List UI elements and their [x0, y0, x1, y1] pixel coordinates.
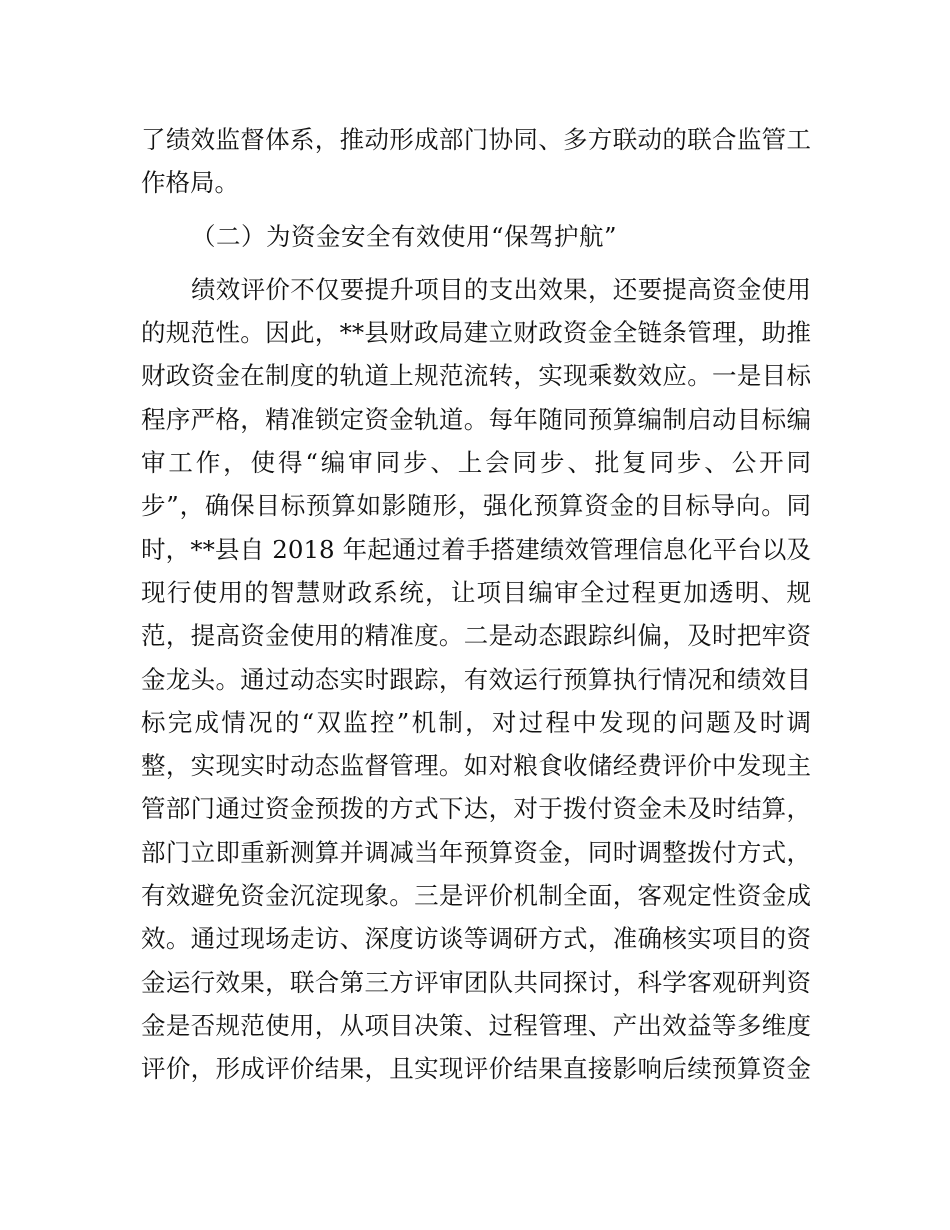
- body-line-12: 整，实现实时动态监督管理。如对粮食收储经费评价中发现主: [141, 751, 811, 781]
- paragraph-gap: [141, 205, 811, 215]
- body-line-6: 步”，确保目标预算如影随形，强化预算资金的目标导向。同: [141, 491, 811, 521]
- paragraph-gap: [141, 258, 811, 268]
- section-heading: （二）为资金安全有效使用“保驾护航”: [191, 221, 618, 251]
- body-line-5: 审工作，使得“编审同步、上会同步、批复同步、公开同: [141, 448, 811, 478]
- body-line-17: 金运行效果，联合第三方评审团队共同探讨，科学客观研判资: [141, 967, 811, 997]
- body-line-9: 范，提高资金使用的精准度。二是动态跟踪纠偏，及时把牢资: [141, 621, 811, 651]
- body-line-2: 的规范性。因此，**县财政局建立财政资金全链条管理，助推: [141, 318, 811, 348]
- intro-line-1: 了绩效监督体系，推动形成部门协同、多方联动的联合监管工: [141, 125, 811, 154]
- document-body: [141, 118, 811, 1091]
- body-line-13: 管部门通过资金预拨的方式下达，对于拨付资金未及时结算，: [141, 794, 811, 824]
- body-line-11: 标完成情况的“双监控”机制，对过程中发现的问题及时调: [141, 707, 811, 737]
- body-line-18: 金是否规范使用，从项目决策、过程管理、产出效益等多维度: [141, 1010, 811, 1040]
- body-line-3: 财政资金在制度的轨道上规范流转，实现乘数效应。一是目标: [141, 361, 811, 391]
- body-line-8: 现行使用的智慧财政系统，让项目编审全过程更加透明、规: [141, 577, 811, 607]
- intro-line-2: 作格局。: [141, 168, 239, 198]
- body-line-19: 评价，形成评价结果，且实现评价结果直接影响后续预算资金: [141, 1054, 811, 1084]
- body-line-16: 效。通过现场走访、深度访谈等调研方式，准确核实项目的资: [141, 924, 811, 954]
- body-line-7: 时，**县自 2018 年起通过着手搭建绩效管理信息化平台以及: [141, 534, 811, 564]
- body-line-1: 绩效评价不仅要提升项目的支出效果，还要提高资金使用: [191, 274, 811, 304]
- body-line-15: 有效避免资金沉淀现象。三是评价机制全面，客观定性资金成: [141, 881, 811, 911]
- body-line-14: 部门立即重新测算并调减当年预算资金，同时调整拨付方式，: [141, 837, 811, 867]
- body-line-10: 金龙头。通过动态实时跟踪，有效运行预算执行情况和绩效目: [141, 664, 811, 694]
- body-line-4: 程序严格，精准锁定资金轨道。每年随同预算编制启动目标编: [141, 404, 811, 434]
